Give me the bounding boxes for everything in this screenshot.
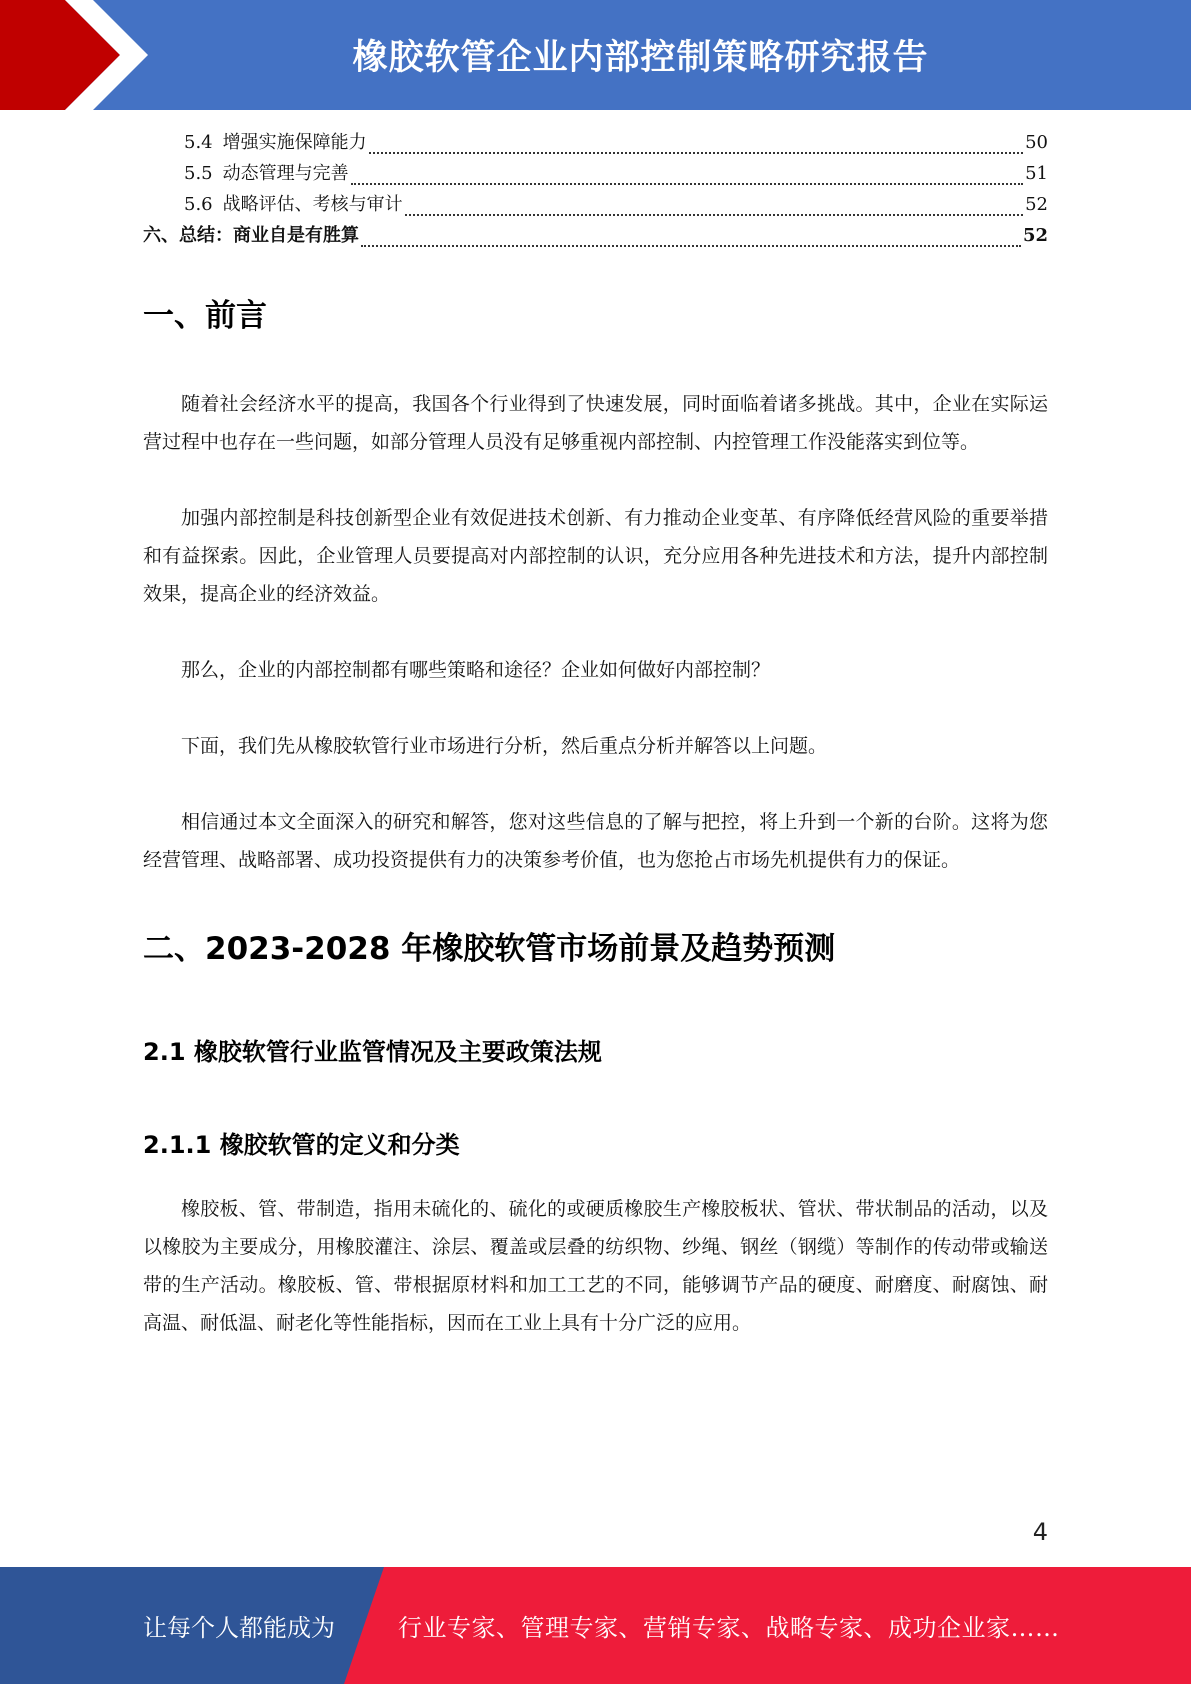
body-paragraph: 相信通过本文全面深入的研究和解答，您对这些信息的了解与把控，将上升到一个新的台阶。这将为您经营管理、战略部署、成功投资提供有力的决策参考价值，也为您抢占市场先机提供有力的保证。 bbox=[143, 811, 1048, 871]
toc-leader bbox=[361, 245, 1021, 247]
page-number: 4 bbox=[1032, 1518, 1048, 1546]
toc-item-label: 六、总结：商业自是有胜算 bbox=[143, 225, 359, 246]
toc-leader bbox=[351, 183, 1023, 185]
toc-item-number: 5.5 bbox=[184, 163, 213, 184]
footer-slogan-left: 让每个人都能成为 bbox=[143, 1614, 335, 1642]
toc-item[interactable] bbox=[143, 221, 1048, 252]
main-content bbox=[143, 290, 1048, 1342]
toc-item-number: 5.6 bbox=[184, 194, 213, 215]
toc-item-page: 50 bbox=[1025, 132, 1048, 153]
toc-item[interactable] bbox=[143, 190, 1048, 221]
toc-item-label: 动态管理与完善 bbox=[222, 163, 349, 184]
toc-item-label: 战略评估、考核与审计 bbox=[222, 194, 403, 215]
body-paragraph: 那么，企业的内部控制都有哪些策略和途径？企业如何做好内部控制？ bbox=[181, 659, 771, 681]
toc-item[interactable] bbox=[143, 128, 1048, 159]
body-paragraph: 橡胶板、管、带制造，指用未硫化的、硫化的或硬质橡胶生产橡胶板状、管状、带状制品的活动，以及以橡胶为主要成分，用橡胶灌注、涂层、覆盖或层叠的纺织物、纱绳、钢丝（钢缆）等制作的传动带或输送带的生产活动。橡胶板、管、带根据原材料和加工工艺的不同，能够调节产品的硬度、耐磨度、耐腐蚀、耐高温、耐低温、耐老化等性能指标，因而在工业上具有十分广泛的应用。 bbox=[143, 1198, 1048, 1334]
footer-banner bbox=[0, 1567, 1191, 1684]
body-paragraph: 加强内部控制是科技创新型企业有效促进技术创新、有力推动企业变革、有序降低经营风险的重要举措和有益探索。因此，企业管理人员要提高对内部控制的认识，充分应用各种先进技术和方法，提升内部控制效果，提高企业的经济效益。 bbox=[143, 507, 1048, 605]
body-paragraph: 随着社会经济水平的提高，我国各个行业得到了快速发展，同时面临着诸多挑战。其中，企业在实际运营过程中也存在一些问题，如部分管理人员没有足够重视内部控制、内控管理工作没能落实到位等。 bbox=[143, 393, 1048, 453]
toc-item-page: 52 bbox=[1025, 194, 1048, 215]
table-of-contents bbox=[143, 128, 1048, 252]
footer-slogan-right: 行业专家、管理专家、营销专家、战略专家、成功企业家…… bbox=[398, 1614, 1060, 1642]
toc-leader bbox=[405, 214, 1023, 216]
body-paragraph: 下面，我们先从橡胶软管行业市场进行分析，然后重点分析并解答以上问题。 bbox=[181, 735, 828, 757]
section-heading-preface: 一、前言 bbox=[143, 298, 267, 334]
toc-leader bbox=[369, 152, 1023, 154]
header-banner bbox=[0, 0, 1191, 110]
section-heading-market-outlook: 二、2023-2028 年橡胶软管市场前景及趋势预测 bbox=[143, 931, 836, 967]
toc-item[interactable] bbox=[143, 159, 1048, 190]
report-title: 橡胶软管企业内部控制策略研究报告 bbox=[352, 38, 929, 78]
toc-item-number: 5.4 bbox=[184, 132, 213, 153]
chevron-arrow-icon bbox=[0, 0, 160, 110]
subsection-heading-regulation: 2.1 橡胶软管行业监管情况及主要政策法规 bbox=[143, 1038, 602, 1066]
toc-item-page: 52 bbox=[1022, 225, 1048, 246]
toc-item-label: 增强实施保障能力 bbox=[222, 132, 367, 153]
toc-item-page: 51 bbox=[1025, 163, 1048, 184]
subsection-heading-definition: 2.1.1 橡胶软管的定义和分类 bbox=[143, 1131, 460, 1159]
